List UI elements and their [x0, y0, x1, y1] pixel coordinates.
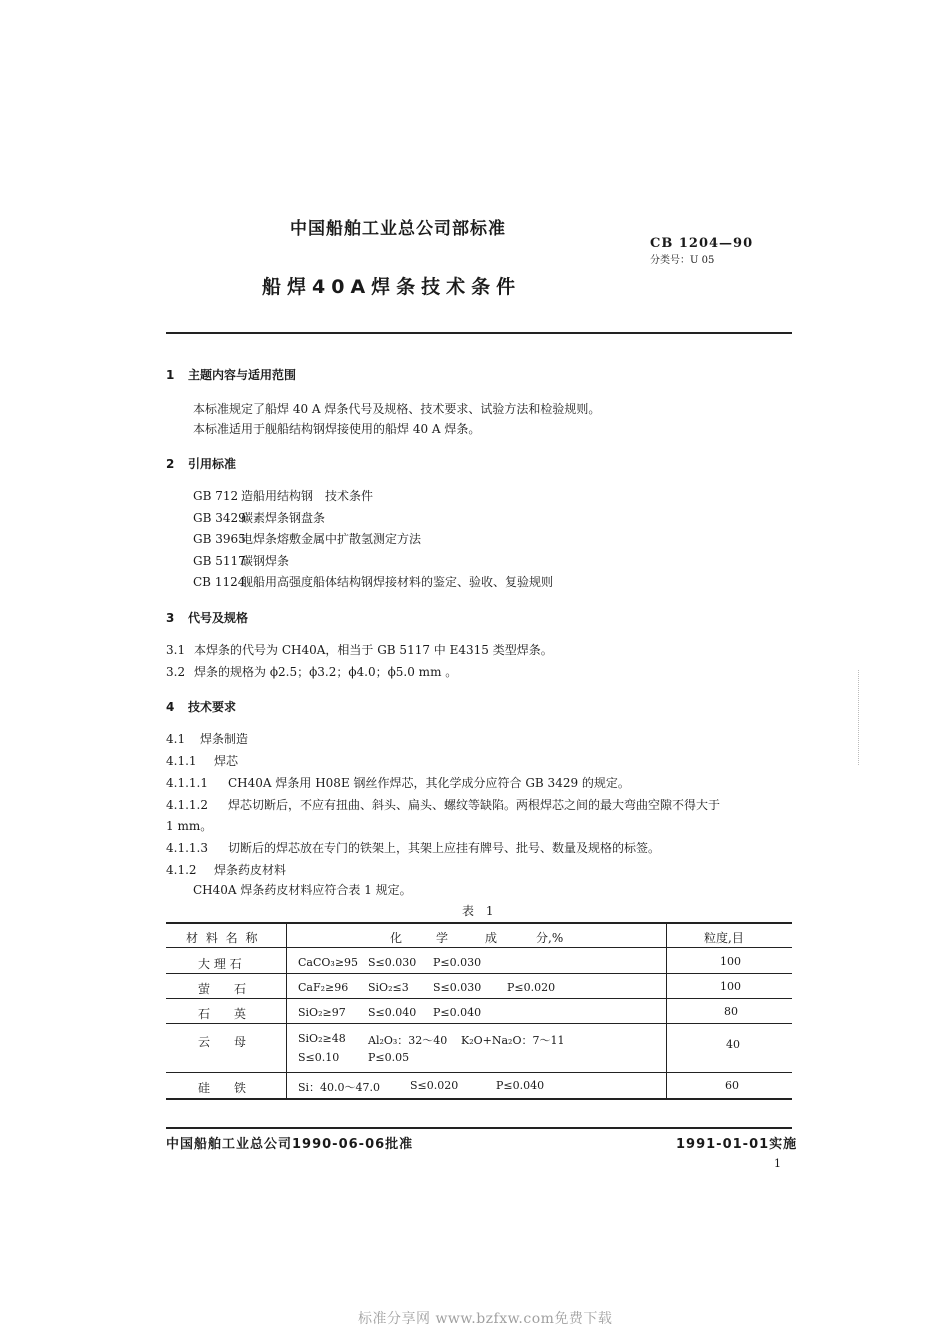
table-caption: 表 1	[462, 904, 498, 918]
reference-code: GB 712	[193, 489, 239, 503]
reference-code: GB 3429	[193, 511, 246, 525]
footer-rule	[166, 1127, 792, 1129]
reference-item	[193, 573, 553, 590]
clause-text: 焊芯切断后，不应有扭曲、斜头、扁头、螺纹等缺陷。两根焊芯之间的最大弯曲空隙不得大于	[228, 798, 721, 812]
clause-number: 4.1.1.3	[166, 841, 208, 855]
table-cell-composition: P≤0.05	[368, 1051, 410, 1064]
table-cell-composition: Al₂O₃：32～40	[368, 1034, 448, 1047]
section-1-heading	[166, 366, 296, 383]
clause-4-1-1-2	[166, 796, 720, 813]
scan-artifact	[858, 670, 859, 765]
table-cell-size: 60	[725, 1079, 739, 1092]
reference-code: GB 5117	[193, 554, 246, 568]
classification-number: 分类号：U 05	[650, 255, 715, 266]
reference-code: CB 1124	[193, 575, 246, 589]
clause-text: 焊芯	[214, 754, 239, 768]
table-cell-composition: K₂O+Na₂O：7～11	[461, 1034, 565, 1047]
table-column-rule	[666, 922, 667, 1098]
clause-text: 焊条药皮材料	[214, 863, 287, 877]
clause-text: 切断后的焊芯放在专门的铁架上，其架上应挂有牌号、批号、数量及规格的标签。	[228, 841, 661, 855]
clause-continuation: 1 mm。	[166, 819, 213, 833]
section-title: 主题内容与适用范围	[188, 368, 297, 382]
reference-code: GB 3965	[193, 532, 246, 546]
table-row-rule	[166, 998, 792, 999]
clause-text: CH40A 焊条用 H08E 钢丝作焊芯，其化学成分应符合 GB 3429 的规定。	[228, 776, 630, 790]
table-cell-composition: S≤0.030	[368, 956, 417, 969]
table-cell-composition: CaF₂≥96	[298, 981, 349, 994]
section-number: 4	[166, 700, 175, 714]
reference-title: 电焊条熔敷金属中扩散氢测定方法	[241, 532, 422, 546]
table-cell-composition: P≤0.040	[496, 1079, 545, 1092]
table-cell-material: 大 理 石	[198, 957, 242, 971]
table-cell-composition: P≤0.020	[507, 981, 556, 994]
clause-number: 4.1.1.1	[166, 776, 208, 790]
paragraph: CH40A 焊条药皮材料应符合表 1 规定。	[193, 883, 412, 897]
table-bottom-rule	[166, 1098, 792, 1100]
table-cell-composition: SiO₂≥97	[298, 1006, 346, 1019]
paragraph: 本标准规定了船焊 40 A 焊条代号及规格、技术要求、试验方法和检验规则。	[193, 402, 601, 416]
header-rule	[166, 332, 792, 334]
table-cell-composition: CaCO₃≥95	[298, 956, 359, 969]
clause-4-1-1	[166, 752, 238, 769]
clause-number: 4.1.1	[166, 754, 197, 768]
table-cell-composition: S≤0.10	[298, 1051, 340, 1064]
table-header-chem: 分,%	[536, 931, 564, 945]
clause-text: 焊条的规格为 ϕ2.5；ϕ3.2；ϕ4.0；ϕ5.0 mm 。	[194, 665, 458, 679]
table-column-rule	[286, 922, 287, 1098]
table-cell-material: 石 英	[198, 1007, 247, 1021]
section-number: 3	[166, 611, 175, 625]
table-cell-composition: SiO₂≤3	[368, 981, 409, 994]
section-3-heading	[166, 609, 248, 626]
reference-title: 碳素焊条钢盘条	[241, 511, 326, 525]
table-cell-size: 100	[720, 955, 741, 968]
reference-item	[193, 487, 373, 504]
clause-3-2	[166, 663, 457, 680]
table-header-rule	[166, 947, 792, 948]
standard-code: CB 1204—90	[650, 236, 754, 251]
table-header-chem: 化	[390, 931, 403, 945]
clause-number: 4.1.2	[166, 863, 197, 877]
clause-4-1-1-3	[166, 839, 660, 856]
clause-text: 本焊条的代号为 CH40A，相当于 GB 5117 中 E4315 类型焊条。	[194, 643, 553, 657]
paragraph: 本标准适用于舰船结构钢焊接使用的船焊 40 A 焊条。	[193, 422, 481, 436]
section-2-heading	[166, 455, 236, 472]
section-number: 1	[166, 368, 175, 382]
implementation-date: 1991-01-01实施	[676, 1137, 798, 1152]
reference-item	[193, 530, 421, 547]
clause-text: 焊条制造	[200, 732, 249, 746]
page-number: 1	[774, 1157, 781, 1170]
table-cell-material: 萤 石	[198, 982, 247, 996]
table-cell-size: 80	[724, 1005, 738, 1018]
table-cell-composition: S≤0.040	[368, 1006, 417, 1019]
clause-number: 4.1.1.2	[166, 798, 208, 812]
table-cell-composition: P≤0.040	[433, 1006, 482, 1019]
clause-4-1-1-1	[166, 774, 630, 791]
approval-line: 中国船舶工业总公司1990-06-06批准	[166, 1137, 414, 1152]
table-header-size: 粒度,目	[704, 931, 744, 945]
clause-4-1	[166, 730, 248, 747]
org-standard-heading: 中国船舶工业总公司部标准	[290, 219, 506, 239]
section-title: 引用标准	[188, 457, 237, 471]
section-4-heading	[166, 698, 236, 715]
reference-title: 造船用结构钢 技术条件	[241, 489, 374, 503]
table-cell-composition: S≤0.030	[433, 981, 482, 994]
reference-item	[193, 552, 289, 569]
clause-number: 3.2	[166, 665, 186, 679]
table-cell-composition: Si：40.0～47.0	[298, 1081, 381, 1094]
table-top-rule	[166, 922, 792, 924]
reference-title: 舰船用高强度船体结构钢焊接材料的鉴定、验收、复验规则	[241, 575, 554, 589]
table-cell-size: 40	[726, 1038, 740, 1051]
table-row-rule	[166, 1072, 792, 1073]
table-cell-composition: P≤0.030	[433, 956, 482, 969]
section-number: 2	[166, 457, 175, 471]
table-header-chem: 学	[436, 931, 449, 945]
table-header-material: 材 料 名 称	[186, 931, 260, 945]
watermark-text: 标准分享网 www.bzfxw.com免费下载	[358, 1311, 613, 1327]
section-title: 代号及规格	[188, 611, 249, 625]
clause-number: 4.1	[166, 732, 186, 746]
table-cell-material: 硅 铁	[198, 1081, 247, 1095]
reference-item	[193, 509, 325, 526]
clause-3-1	[166, 641, 553, 658]
table-cell-composition: SiO₂≥48	[298, 1032, 346, 1045]
section-title: 技术要求	[188, 700, 237, 714]
reference-title: 碳钢焊条	[241, 554, 290, 568]
clause-number: 3.1	[166, 643, 186, 657]
document-title: 船焊40A焊条技术条件	[262, 276, 522, 298]
table-cell-material: 云 母	[198, 1035, 247, 1049]
table-header-chem: 成	[485, 931, 498, 945]
table-cell-size: 100	[720, 980, 741, 993]
table-row-rule	[166, 973, 792, 974]
table-row-rule	[166, 1023, 792, 1024]
clause-4-1-2	[166, 861, 286, 878]
table-cell-composition: S≤0.020	[410, 1079, 459, 1092]
